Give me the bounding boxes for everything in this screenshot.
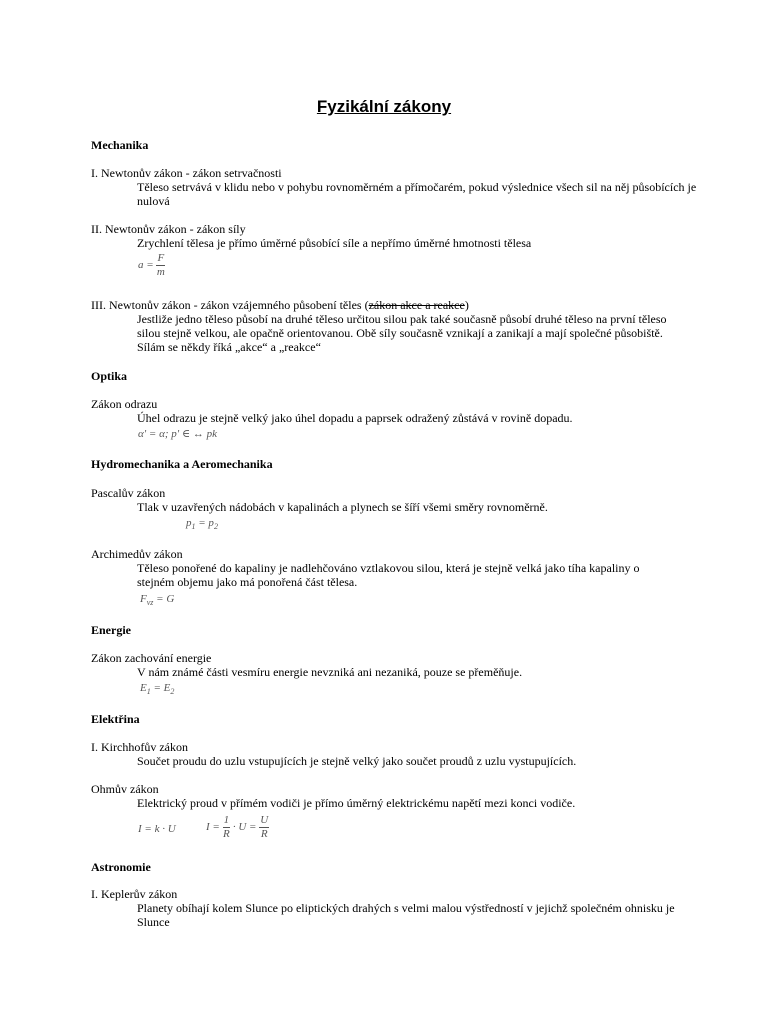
- law-description-newton-3: Jestliže jedno těleso působí na druhé těleso určitou silou pak také současně působí druhé těleso na první těleso silou stejně velkou, ale opačně orientovanou. Obě síly současně vznikají a zanikají a mají společné působiště. Sílám se někdy říká „akce“ a „reakce“: [137, 312, 667, 354]
- section-heading-elektrina: Elektřina: [91, 712, 140, 726]
- law-title-newton-1: I. Newtonův zákon - zákon setrvačnosti: [91, 166, 282, 180]
- section-heading-astronomie: Astronomie: [91, 860, 151, 874]
- fraction-denominator: R: [260, 828, 268, 840]
- law-title-newton-3: [91, 298, 469, 312]
- fraction-denominator: R: [222, 828, 230, 840]
- law-description-reflection: Úhel odrazu je stejně velký jako úhel dopadu a paprsek odražený zůstává v rovině dopadu.: [137, 411, 573, 425]
- law-title-energy-conservation: Zákon zachování energie: [91, 651, 212, 665]
- formula-subscript: 1: [191, 522, 196, 532]
- formula-eq: = p: [195, 517, 214, 529]
- law-title-pascal: Pascalův zákon: [91, 486, 166, 500]
- law-title-archimedes: Archimedův zákon: [91, 547, 183, 561]
- formula-var: F: [140, 593, 147, 605]
- formula-eq: = E: [150, 682, 171, 694]
- formula-archimedes: [140, 592, 174, 610]
- formula-newton-2: [138, 252, 165, 279]
- section-heading-energie: Energie: [91, 623, 131, 637]
- law-title-close: ): [464, 298, 469, 312]
- formula-var: E: [140, 682, 147, 694]
- formula-subscript: vz: [146, 598, 154, 608]
- section-heading-mechanika: Mechanika: [91, 138, 149, 152]
- law-title-ohm: Ohmův zákon: [91, 782, 159, 796]
- formula-mid: · U =: [232, 821, 257, 834]
- formula-ohm-2: [206, 814, 269, 841]
- page-title: Fyzikální zákony: [316, 97, 452, 116]
- law-description-kepler-1: Planety obíhají kolem Slunce po eliptických drahých s velmi malou výstředností v jejichž společném ohnisku je Slunce: [137, 901, 675, 929]
- formula-energy: [140, 681, 174, 699]
- fraction-denominator: m: [156, 266, 165, 278]
- law-title-kirchhoff: I. Kirchhofův zákon: [91, 740, 188, 754]
- formula-subscript: 2: [213, 522, 218, 532]
- formula-reflection: α′ = α; p′ ∈ ↔ pk: [138, 428, 217, 440]
- formula-pascal: [186, 516, 218, 534]
- formula-subscript: 2: [170, 687, 175, 697]
- section-heading-optika: Optika: [91, 369, 128, 383]
- law-title-reflection: Zákon odrazu: [91, 397, 158, 411]
- formula-subscript: 1: [146, 687, 151, 697]
- law-description-ohm: Elektrický proud v přímém vodiči je přímo úměrný elektrickému napětí mezi konci vodiče.: [137, 796, 576, 810]
- formula-fraction: [259, 814, 269, 841]
- law-title-struck-text: zákon akce a reakce: [368, 298, 465, 312]
- fraction-numerator: 1: [223, 814, 230, 826]
- formula-lhs: I =: [206, 821, 220, 834]
- formula-ohm-1: I = k · U: [138, 823, 176, 835]
- law-description-energy-conservation: V nám známé části vesmíru energie nevzniká ani nezaniká, pouze se přeměňuje.: [137, 665, 523, 679]
- law-description-newton-1: Těleso setrvává v klidu nebo v pohybu rovnoměrném a přímočarém, pokud výslednice všech sil na něj působících je nulová: [137, 180, 697, 208]
- formula-fraction: [156, 252, 165, 279]
- section-heading-hydromechanika: Hydromechanika a Aeromechanika: [91, 457, 273, 471]
- formula-lhs: a =: [138, 259, 154, 272]
- law-description-pascal: Tlak v uzavřených nádobách v kapalinách a plynech se šíří všemi směry rovnoměrně.: [137, 500, 548, 514]
- fraction-numerator: U: [260, 814, 269, 826]
- law-title-kepler-1: I. Keplerův zákon: [91, 887, 178, 901]
- law-description-newton-2: Zrychlení tělesa je přímo úměrné působící síle a nepřímo úměrné hmotnosti tělesa: [137, 236, 532, 250]
- formula-eq: = G: [153, 593, 175, 605]
- fraction-numerator: F: [157, 252, 165, 264]
- formula-var: p: [186, 517, 192, 529]
- law-description-kirchhoff: Součet proudu do uzlu vstupujících je stejně velký jako součet proudů z uzlu vystupujících.: [137, 754, 577, 768]
- law-title-newton-2: II. Newtonův zákon - zákon síly: [91, 222, 246, 236]
- formula-fraction: [223, 814, 231, 841]
- law-title-text: III. Newtonův zákon - zákon vzájemného působení těles (: [91, 298, 369, 312]
- law-description-archimedes: Těleso ponořené do kapaliny je nadlehčováno vztlakovou silou, která je stejně velká jako tíha kapaliny o stejném objemu jako má ponořená část tělesa.: [137, 561, 640, 589]
